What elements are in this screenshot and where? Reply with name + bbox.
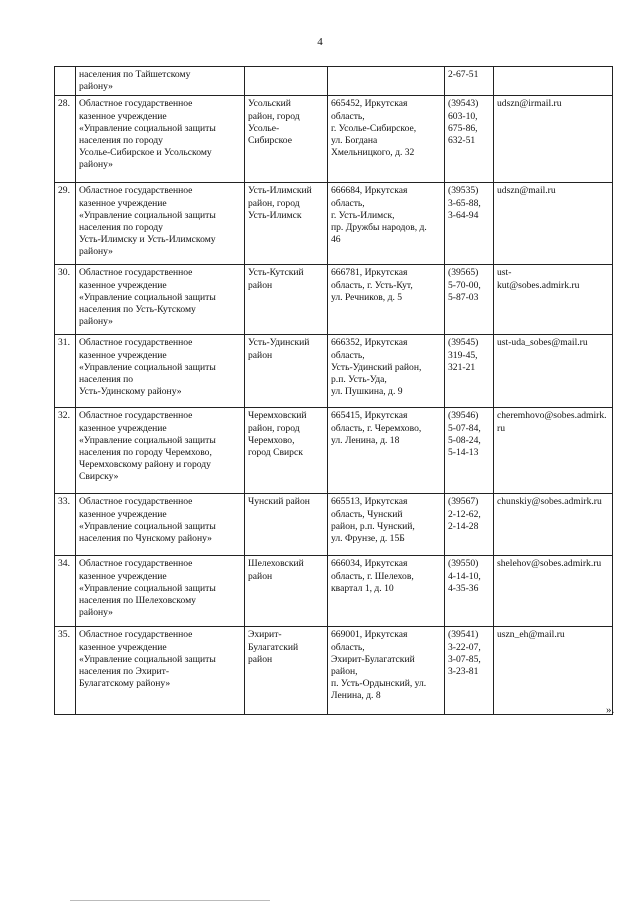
service-area: Шелеховский район bbox=[245, 556, 328, 627]
phone-numbers: (39565) 5-70-00, 5-87-03 bbox=[445, 265, 494, 335]
table-row bbox=[55, 183, 613, 265]
institution-name: Областное государственное казенное учреждение «Управление социальной защиты населения по Шелеховскому району» bbox=[76, 556, 245, 627]
postal-address bbox=[328, 67, 445, 96]
row-number: 35. bbox=[55, 627, 76, 715]
table-row bbox=[55, 556, 613, 627]
row-number: 28. bbox=[55, 96, 76, 183]
table-row bbox=[55, 408, 613, 494]
email-address: cheremhovo@sobes.admirk.ru bbox=[494, 408, 613, 494]
institution-name: Областное государственное казенное учреждение «Управление социальной защиты населения по Усть-Удинскому району» bbox=[76, 335, 245, 408]
closing-quote-mark: ». bbox=[606, 704, 615, 716]
phone-numbers: (39545) 319-45, 321-21 bbox=[445, 335, 494, 408]
row-number: 29. bbox=[55, 183, 76, 265]
service-area: Усть-Кутский район bbox=[245, 265, 328, 335]
institutions-table bbox=[54, 66, 613, 715]
phone-numbers: 2-67-51 bbox=[445, 67, 494, 96]
postal-address: 665452, Иркутская область, г. Усолье-Сибирское, ул. Богдана Хмельницкого, д. 32 bbox=[328, 96, 445, 183]
service-area: Эхирит- Булагатский район bbox=[245, 627, 328, 715]
phone-numbers: (39546) 5-07-84, 5-08-24, 5-14-13 bbox=[445, 408, 494, 494]
postal-address: 666781, Иркутская область, г. Усть-Кут, ул. Речников, д. 5 bbox=[328, 265, 445, 335]
bottom-rule bbox=[70, 900, 270, 901]
postal-address: 665415, Иркутская область, г. Черемхово, ул. Ленина, д. 18 bbox=[328, 408, 445, 494]
email-address: udszn@mail.ru bbox=[494, 183, 613, 265]
service-area: Черемховский район, город Черемхово, город Свирск bbox=[245, 408, 328, 494]
table-row bbox=[55, 67, 613, 96]
email-address: chunskiy@sobes.admirk.ru bbox=[494, 494, 613, 556]
institution-name: Областное государственное казенное учреждение «Управление социальной защиты населения по Усть-Кутскому району» bbox=[76, 265, 245, 335]
email-address: uszn_eh@mail.ru bbox=[494, 627, 613, 715]
phone-numbers: (39541) 3-22-07, 3-07-85, 3-23-81 bbox=[445, 627, 494, 715]
email-address: ust-uda_sobes@mail.ru bbox=[494, 335, 613, 408]
institution-name: Областное государственное казенное учреждение «Управление социальной защиты населения по Чунскому району» bbox=[76, 494, 245, 556]
institution-name: Областное государственное казенное учреждение «Управление социальной защиты населения по городу Усть-Илимску и Усть-Илимскому району» bbox=[76, 183, 245, 265]
institution-name: населения по Тайшетскому району» bbox=[76, 67, 245, 96]
service-area: Усть-Удинский район bbox=[245, 335, 328, 408]
institution-name: Областное государственное казенное учреждение «Управление социальной защиты населения по городу Черемхово, Черемховскому району и городу Свирску» bbox=[76, 408, 245, 494]
row-number: 33. bbox=[55, 494, 76, 556]
page-number: 4 bbox=[317, 36, 323, 48]
row-number: 34. bbox=[55, 556, 76, 627]
email-address bbox=[494, 67, 613, 96]
postal-address: 666352, Иркутская область, Усть-Удинский район, р.п. Усть-Уда, ул. Пушкина, д. 9 bbox=[328, 335, 445, 408]
service-area: Усть-Илимский район, город Усть-Илимск bbox=[245, 183, 328, 265]
email-address: udszn@irmail.ru bbox=[494, 96, 613, 183]
table-row bbox=[55, 494, 613, 556]
service-area bbox=[245, 67, 328, 96]
phone-numbers: (39550) 4-14-10, 4-35-36 bbox=[445, 556, 494, 627]
service-area: Усольский район, город Усолье- Сибирское bbox=[245, 96, 328, 183]
row-number: 32. bbox=[55, 408, 76, 494]
institution-name: Областное государственное казенное учреждение «Управление социальной защиты населения по городу Усолье-Сибирское и Усольскому району» bbox=[76, 96, 245, 183]
postal-address: 669001, Иркутская область, Эхирит-Булагатский район, п. Усть-Ордынский, ул. Ленина, д. 8 bbox=[328, 627, 445, 715]
row-number bbox=[55, 67, 76, 96]
table-row bbox=[55, 627, 613, 715]
row-number: 30. bbox=[55, 265, 76, 335]
table-row bbox=[55, 96, 613, 183]
service-area: Чунский район bbox=[245, 494, 328, 556]
postal-address: 665513, Иркутская область, Чунский район, р.п. Чунский, ул. Фрунзе, д. 15Б bbox=[328, 494, 445, 556]
email-address: shelehov@sobes.admirk.ru bbox=[494, 556, 613, 627]
row-number: 31. bbox=[55, 335, 76, 408]
postal-address: 666034, Иркутская область, г. Шелехов, квартал 1, д. 10 bbox=[328, 556, 445, 627]
table-row bbox=[55, 265, 613, 335]
phone-numbers: (39567) 2-12-62, 2-14-28 bbox=[445, 494, 494, 556]
phone-numbers: (39535) 3-65-88, 3-64-94 bbox=[445, 183, 494, 265]
email-address: ust- kut@sobes.admirk.ru bbox=[494, 265, 613, 335]
phone-numbers: (39543) 603-10, 675-86, 632-51 bbox=[445, 96, 494, 183]
table-row bbox=[55, 335, 613, 408]
postal-address: 666684, Иркутская область, г. Усть-Илимск, пр. Дружбы народов, д. 46 bbox=[328, 183, 445, 265]
institutions-table-body bbox=[55, 67, 613, 715]
institution-name: Областное государственное казенное учреждение «Управление социальной защиты населения по Эхирит- Булагатскому району» bbox=[76, 627, 245, 715]
